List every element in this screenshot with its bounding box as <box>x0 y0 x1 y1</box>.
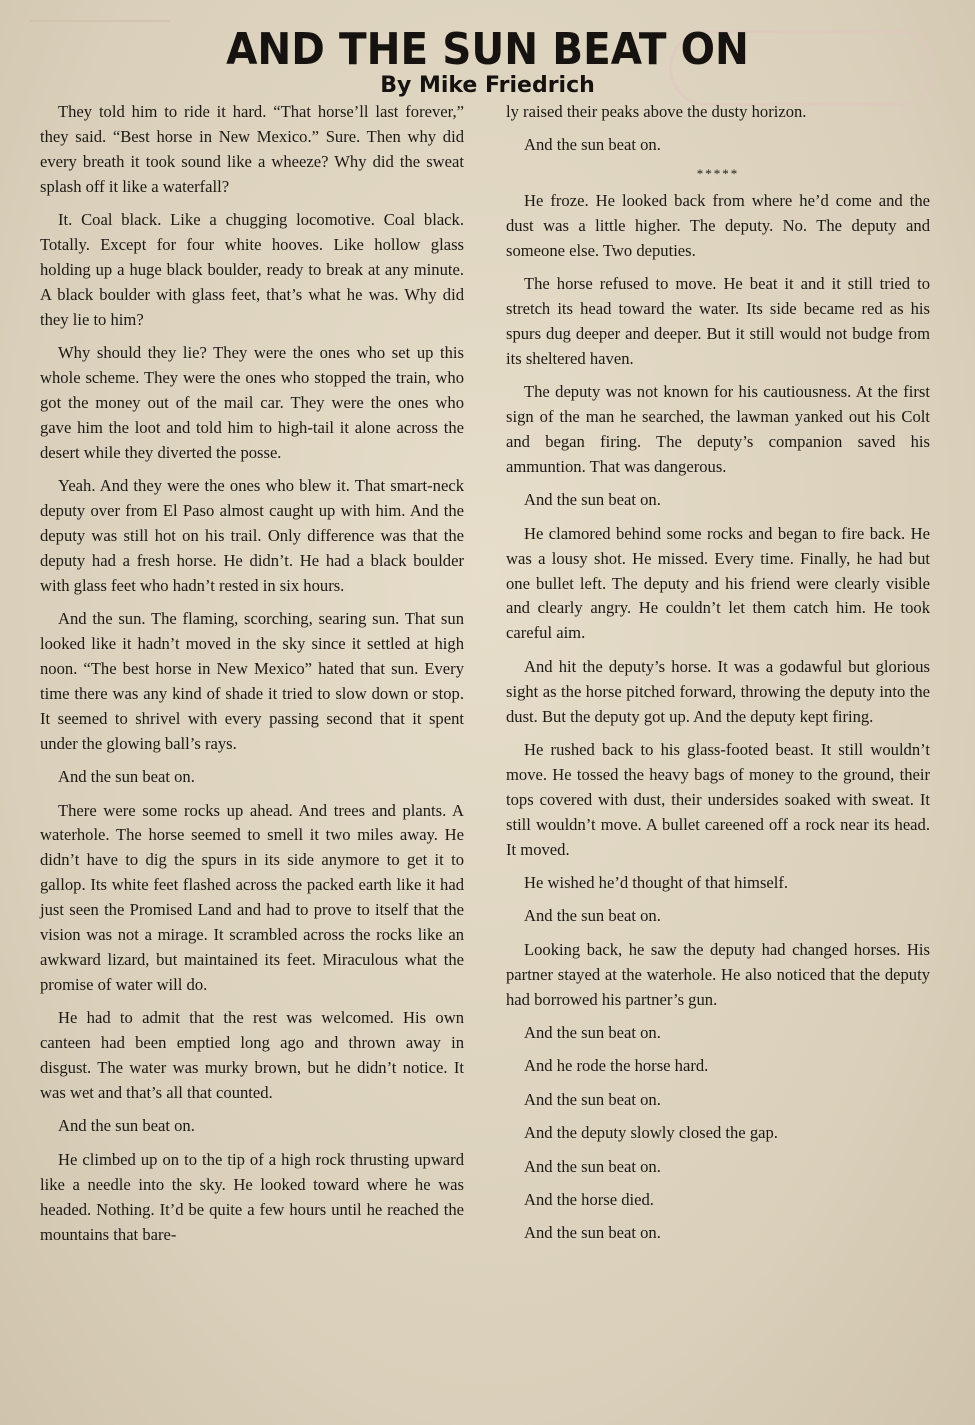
paragraph: He wished he’d thought of that himself. <box>524 872 789 892</box>
paragraph: The horse refused to move. He beat it and it still tried to stretch its head toward the water. Its side became red as his spurs dug deeper and deeper. But it still would not budge from its sheltered haven. <box>506 274 930 368</box>
section-break: ***** <box>696 165 740 181</box>
left-text-column <box>40 100 464 1256</box>
refrain-line: And the sun beat on. <box>524 906 661 926</box>
refrain-line: And the sun beat on. <box>524 1089 661 1109</box>
paragraph: And hit the deputy’s horse. It was a godawful but glorious sight as the horse pitched forward, throwing the deputy into the dust. But the deputy got up. And the deputy kept firing. <box>506 656 930 726</box>
paragraph: And he rode the horse hard. <box>524 1056 709 1076</box>
refrain-line: And the sun beat on. <box>524 135 661 155</box>
paragraph: Yeah. And they were the ones who blew it. That smart-neck deputy over from El Paso almost caught up with him. And the deputy was still hot on his trail. Only difference was that the deputy had a fresh horse. He didn’t. He had a black boulder with glass feet who hadn’t rested in six hours. <box>40 476 464 595</box>
paragraph: It. Coal black. Like a chugging locomotive. Coal black. Totally. Except for four white hooves. Like hollow glass holding up a huge black boulder, ready to break at any minute. A black boulder with glass feet, that’s what he was. Why did they lie to him? <box>40 210 464 329</box>
paragraph: They told him to ride it hard. “That horse’ll last forever,” they said. “Best horse in New Mexico.” Sure. Then why did every breath it took sound like a wheeze? Why did the sweat splash off it like a waterfall? <box>40 102 464 196</box>
paragraph-continuation: ly raised their peaks above the dusty horizon. <box>506 102 807 121</box>
refrain-line: And the sun beat on. <box>58 767 195 787</box>
refrain-line: And the sun beat on. <box>524 1223 661 1243</box>
paragraph: Looking back, he saw the deputy had changed horses. His partner stayed at the waterhole. He also noticed that the deputy had borrowed his partner’s gun. <box>506 939 930 1009</box>
paragraph: There were some rocks up ahead. And trees and plants. A waterhole. The horse seemed to smell it two miles away. He didn’t have to dig the spurs in its side anymore to get it to gallop. Its white feet flashed across the packed earth like it had just seen the Promised Land and had to prove to itself that the vision was not a mirage. It scrambled across the rocks like an awkward lizard, but maintained its feet. Miraculous what the promise of water will do. <box>40 800 464 994</box>
paragraph: Why should they lie? They were the ones who set up this whole scheme. They were the ones who stopped the train, who got the money out of the mail car. They were the ones who gave him the loot and told him to high-tail it alone across the desert while they diverted the posse. <box>40 343 464 462</box>
paragraph: He rushed back to his glass-footed beast. It still wouldn’t move. He tossed the heavy bags of money to the ground, their tops covered with dust, their undersides soaked with sweat. It still wouldn’t move. A bullet careened off a rock near its head. It moved. <box>506 739 930 859</box>
refrain-line: And the sun beat on. <box>58 1116 195 1136</box>
paragraph: And the deputy slowly closed the gap. <box>524 1123 778 1143</box>
paragraph: He froze. He looked back from where he’d come and the dust was a little higher. The deputy. No. The deputy and someone else. Two deputies. <box>506 190 930 260</box>
right-text-column <box>506 100 930 1255</box>
paragraph: And the horse died. <box>524 1190 654 1210</box>
paragraph: The deputy was not known for his cautiousness. At the first sign of the man he searched, the lawman yanked out his Colt and began firing. The deputy’s companion saved his ammuntion. That was dangerous. <box>506 382 930 476</box>
refrain-line: And the sun beat on. <box>524 1023 661 1042</box>
refrain-line: And the sun beat on. <box>524 1156 661 1176</box>
paragraph: And the sun. The flaming, scorching, searing sun. That sun looked like it hadn’t moved in the sky since it settled at high noon. “The best horse in New Mexico” hated that sun. Every time there was any kind of shade it tried to slow down or stop. It seemed to shrivel with every passing second that it spent under the glowing ball’s rays. <box>40 609 464 753</box>
paragraph: He had to admit that the rest was welcomed. His own canteen had been emptied long ago and thrown away in disgust. The water was murky brown, but he didn’t notice. It was wet and that’s all that counted. <box>40 1008 464 1103</box>
story-title: AND THE SUN BEAT ON <box>226 24 749 75</box>
refrain-line: And the sun beat on. <box>524 490 661 510</box>
paragraph: He clamored behind some rocks and began to fire back. He was a lousy shot. He missed. Every time. Finally, he had but one bullet left. The deputy and his friend were clearly visible and clearly angry. He couldn’t let them catch him. He took careful aim. <box>506 523 930 643</box>
story-byline: By Mike Friedrich <box>380 73 595 98</box>
paragraph: He climbed up on to the tip of a high rock thrusting upward like a needle into the sky. He looked toward where he was headed. Nothing. It’d be quite a few hours until he reached the mountains that bare- <box>40 1149 464 1244</box>
